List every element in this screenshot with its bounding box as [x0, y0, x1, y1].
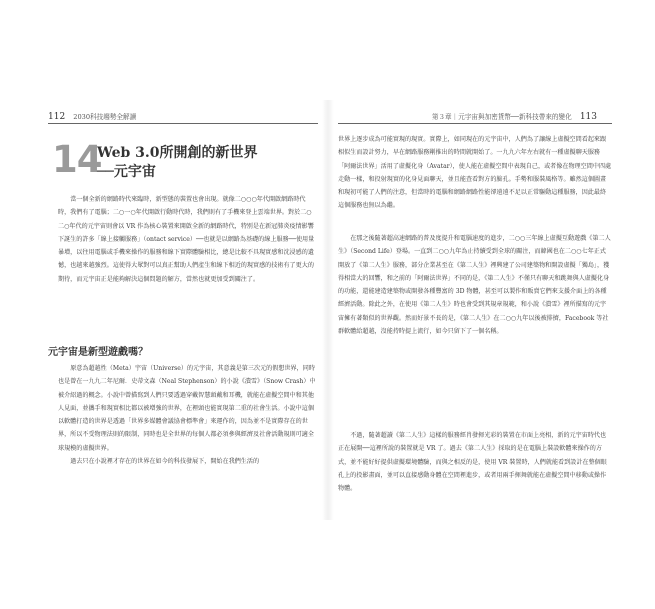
chapter-number: 14	[52, 138, 102, 181]
right-body-block-2	[338, 232, 612, 338]
right-page-number: 113	[579, 112, 597, 122]
right-header-rule	[338, 123, 612, 124]
right-body-block-3	[338, 429, 612, 495]
paragraph: 過去只在小說裡才存在的世界在如今的科技發展下，開始在我們生活的	[70, 458, 260, 466]
right-page-header	[432, 111, 597, 122]
left-page-header	[48, 111, 136, 122]
paragraph: 原意為超越性（Meta）宇宙（Universe）的元宇宙，其意義是第三次元的假想世界，同時也是曾在一九九二年尼爾．史蒂文森（Neal Stephenson）的小說《潰雪》（Snow Crash）中被介紹過的概念。小說中曾描寫到人們只要透過穿戴智慧頭戴和耳機，就能在虛擬空間中和其他人見面，並攜手和現實相比都以被增強的世界，在裡頭也能實現第二重的社會生活。小說中這個以軟體打造的世界是透過「世界多媒體會議協會標準會」來運作的，因為並不是實際存在的世界，所以不受物理法則的限制，同時也是全世界的每個人都必須參與經濟及社會活動規則可適全球規模的虛擬世界。	[58, 365, 316, 452]
left-body-block-1	[58, 193, 316, 286]
left-page-number: 112	[48, 112, 66, 122]
chapter-title: Web 3.0所開創的新世界	[97, 145, 258, 161]
section-title: 元宇宙是新型遊戲嗎？	[48, 347, 148, 358]
right-running-header: 第３章｜元宇宙與加密貨幣──新科技帶來的變化	[431, 113, 572, 121]
right-body-block-1	[338, 133, 612, 213]
book-gutter	[322, 100, 334, 520]
paragraph: 當一個全新的網路時代來臨時，新型態的裝置也會出現。就像二○○○年代開啟網路時代時，我們有了電腦；二○一○年代開啟行動時代時，我們則有了手機來登上雲端世界。對於二○二○年代的元宇宙則會以 VR 作為核心裝置來開啟全新的網路時代，特別是在新冠肺炎疫情影響下誕生的許多「線上接觸服務」（ontact service）──也就是以網路為基礎的線上服務──使用量暴增，以往用電腦或手機來操作的服務和線下實際體驗相比，總是比較不具現實感和沈浸感的遺憾，也越來越強烈。這使得大眾對可以真正幫助人們產生和線下相近的現實感的技術有了更大的期待，而元宇宙正是能夠解決這個問題的解方，當然也就更加受到關注了。	[58, 196, 315, 283]
left-running-header: 2030科技趨勢全解讀	[73, 113, 137, 121]
paragraph: 在那之後隨著超高速網路的普及度提升和電腦速度的進步，二○○三年線上虛擬互動遊戲《第二人生》（Second Life）登場。一直到二○○九年為止持續受到全球的關注，而韓國也在二○○七年正式開放了《第二人生》服務，部分企業甚至在《第二人生》裡興建了公司建築物和開設虛擬「獨島」，獲得相當大的回響，和之前的「阿爾法世界」不同的是，《第二人生》不僅只有聊天和跳舞與人虛擬化身的功能，還能建造建築物或開發各種豐富的 3D 物體，甚至可以製作和販賣它們來支援介面上的各種經濟活動。除此之外，在使用《第二人生》時也會受到其規章規範，和小說《潰雪》裡所描寫的元宇宙擁有著類似的世界觀。然而好景不長的是，《第二人生》在二○○九年以後被排擠，Facebook 等社群軟體給超越，沒能持時提上流行，如今只留下了一個名稱。	[338, 235, 611, 336]
chapter-subtitle: ──元宇宙	[97, 164, 156, 180]
paragraph: 不過，隨著超讀《第二人生》這樣的服務經肖發揮光彩的裝置在市面上亮相，新的元宇宙時代也正在展開──這裡所說的裝置就是 VR 了。過去《第二人生》採取的是在電腦上裝設軟體來操作的方式，並不能好好提供虛擬環境體驗，而與之相反的是，使用 VR 裝置時，人們就能看到設計在整個眼孔上的投影畫面，並可以直接感動身體在空間裡進步，或者用兩手揮舞就能在虛擬空間中移動或操作物體。	[338, 432, 607, 493]
left-header-rule	[48, 123, 318, 124]
left-body-block-2	[58, 362, 316, 468]
paragraph: 世界上逐步成為可能實現的現實。實際上，如同現在的元宇宙中，人們為了讓線上虛擬空間看起來跟相似生而設計努力，早在網路服務剛推出的時間就開始了。一九九六年左右就有一種虛擬聊天服務「阿爾法世界」活用了虛擬化身（Avatar），使人能在虛擬空間中表現自己，或者像在物理空間中四處走動一樣，和投射現實的化身見面聊天，並且能查看對方的臉孔。手勢和服裝風格等。雖然這個圖畫和現初可能了人們的注意，但當時的電腦和網路網路性能卻遠遠不足以正常驅動這種服務，因此最終這個服務也無以為繼。	[338, 136, 612, 210]
